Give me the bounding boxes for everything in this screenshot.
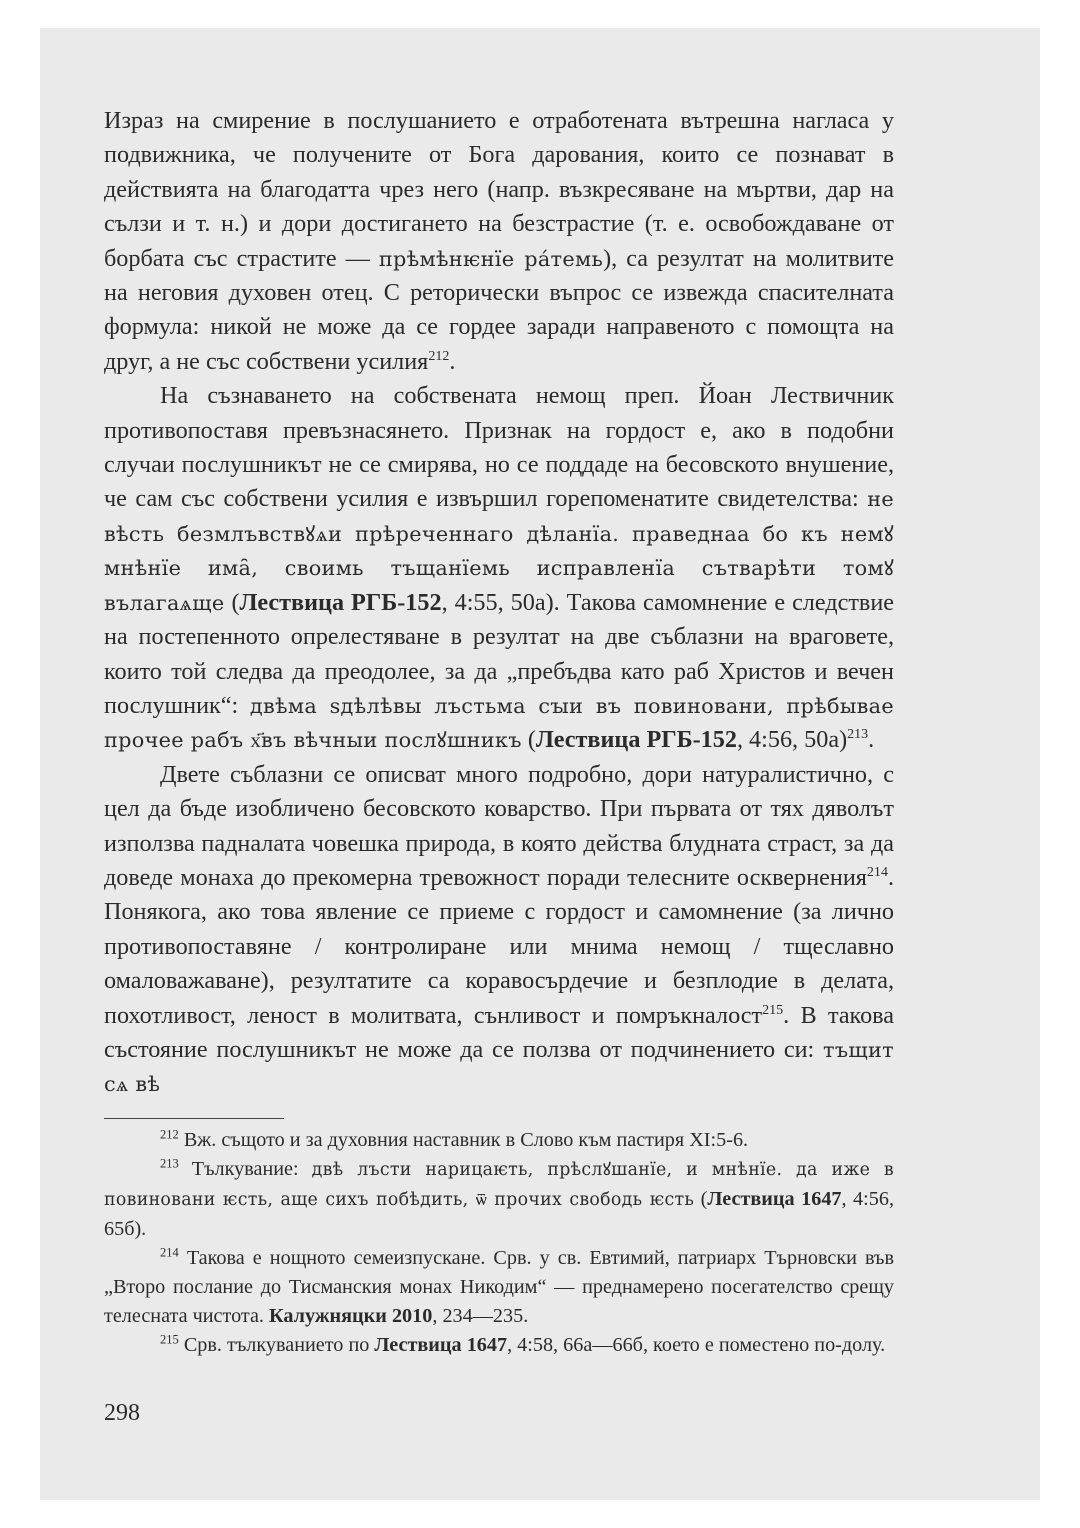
footnote-text: , 234—235. — [432, 1305, 529, 1327]
paragraph-text: ), са резултат на молитвите на неговия духовен отец. С реторически въпрос се извежда спасителната формула: никой не може да се гордее заради направеното с помощта на друг, а не със собствени усилия — [104, 244, 894, 375]
main-text — [104, 104, 894, 1102]
footnote-text: Тълкувание: — [191, 1158, 312, 1180]
paragraph-text: , 4:56, 50а) — [736, 726, 848, 754]
paragraph-3 — [104, 758, 894, 1102]
footnote-number: 215 — [160, 1332, 179, 1347]
paragraph-text: . В такова състояние послушникът не може да се ползва от подчинението си: — [104, 1001, 895, 1063]
source-reference: Калужняцки 2010 — [269, 1305, 433, 1327]
punctuation: . — [868, 726, 875, 754]
footnote-number: 214 — [160, 1245, 179, 1260]
paragraph-text: Израз на смирение в послушанието е отработената вътрешна нагласа у подвижника, че получените от Бога дарования, които се познават в действията на благодатта чрез него (напр. възкресяване на мъртви, дар на сълзи и т. н.) и дори достигането на безстрастие (т. е. освобождаване от борбата със страстите — — [104, 107, 894, 272]
church-slavonic-quote: не вѣсть безмлъвствꙋѧи прѣреченнаго дѣланїа. праведнаа бо къ немꙋ мнѣнїе има̑, своимь тъщанїемь исправленїа сътварѣти томꙋ вълагаѧще — [104, 487, 894, 615]
punctuation: ( — [521, 726, 536, 754]
footnote-212 — [104, 1126, 894, 1155]
footnote-214 — [104, 1244, 894, 1331]
paragraph-text: . Понякога, ако това явление се приеме с гордост и самомнение (за лично противопоставяне / контролиране или мнима немощ / тщеславно омаловажаване), резултатите са коравосърдечие и безплодие в делата, похотливост, леност в молитвата, сънливост и помръкналост — [104, 863, 894, 1029]
church-slavonic-quote: двѣма ѕдѣлѣвы лъстьма сꙑи въ повиновани, прѣбывае прочее рабъ х҃въ вѣчныи послꙋшникъ — [104, 693, 894, 753]
church-slavonic-quote: тъщит сѧ вѣ — [104, 1037, 894, 1097]
footnote-ref-215[interactable]: 215 — [762, 1001, 784, 1018]
punctuation: ( — [224, 588, 240, 616]
footnote-text: Срв. тълкуванието по — [183, 1334, 375, 1356]
source-reference: Лествица РГБ-152 — [239, 588, 442, 616]
footnote-213 — [104, 1155, 894, 1244]
footnote-number: 213 — [160, 1156, 179, 1171]
footnotes — [104, 1126, 894, 1360]
paragraph-text: Двете съблазни се описват много подробно, дори натуралистично, с цел да бъде изобличено бесовското коварство. При първата от тях дяволът използва падналата човешка природа, в която действа блудната страст, за да доведе монаха до прекомерна тревожност поради телесните осквернения — [104, 760, 894, 891]
source-reference: Лествица РГБ-152 — [535, 726, 737, 754]
footnote-215 — [104, 1331, 894, 1360]
church-slavonic-quote: прѣмѣнѥнїе ра́темь — [378, 246, 604, 271]
footnote-ref-212[interactable]: 212 — [428, 347, 450, 364]
source-reference: Лествица 1647 — [374, 1334, 508, 1356]
footnote-text: Вж. същото и за духовния наставник в Слово към пастиря XI:5-6. — [183, 1129, 749, 1151]
source-reference: Лествица 1647 — [707, 1188, 842, 1210]
footnote-divider — [104, 1118, 284, 1119]
paragraph-1 — [104, 104, 894, 379]
paragraph-text: На съзнаването на собствената немощ преп. Йоан Лествичник противопоставя превъзнасянето. Признак на гордост е, ако в подобни случаи послушникът не се смирява, но се поддаде на бесовското внушение, че сам със собствени усилия е извършил горепоменатите свидетелства: — [104, 382, 894, 513]
punctuation: ( — [694, 1188, 708, 1210]
punctuation: . — [449, 347, 456, 375]
church-slavonic-quote: двѣ лъсти нарицаѥть, прѣслꙋшанїе, и мнѣнїе. да иже в повиновани ѥсть, аще сихъ побѣдить, ѿ прочих свободь ѥсть — [104, 1160, 894, 1210]
paragraph-text: , 4:55, 50а). Такова самомнение е следствие на постепенното опрелестяване в резултат на две съблазни на враговете, които той следва да преодолее, за да „пребъдва като раб Христов и вечен послушник“: — [104, 588, 895, 719]
footnote-text: Такова е нощното семеизпускане. Срв. у св. Евтимий, патриарх Търновски във „Второ послание до Тисманския монах Никодим“ — преднамерено посегателство срещу телесната чистота. — [104, 1247, 895, 1327]
footnote-ref-214[interactable]: 214 — [866, 863, 888, 880]
page-number: 298 — [104, 1400, 140, 1426]
paragraph-2 — [104, 379, 894, 757]
footnote-ref-213[interactable]: 213 — [847, 726, 869, 743]
footnote-text: , 4:56, 65б). — [104, 1188, 894, 1240]
footnote-text: , 4:58, 66а—66б, което е поместено по-долу. — [507, 1334, 886, 1356]
footnote-number: 212 — [160, 1127, 179, 1142]
